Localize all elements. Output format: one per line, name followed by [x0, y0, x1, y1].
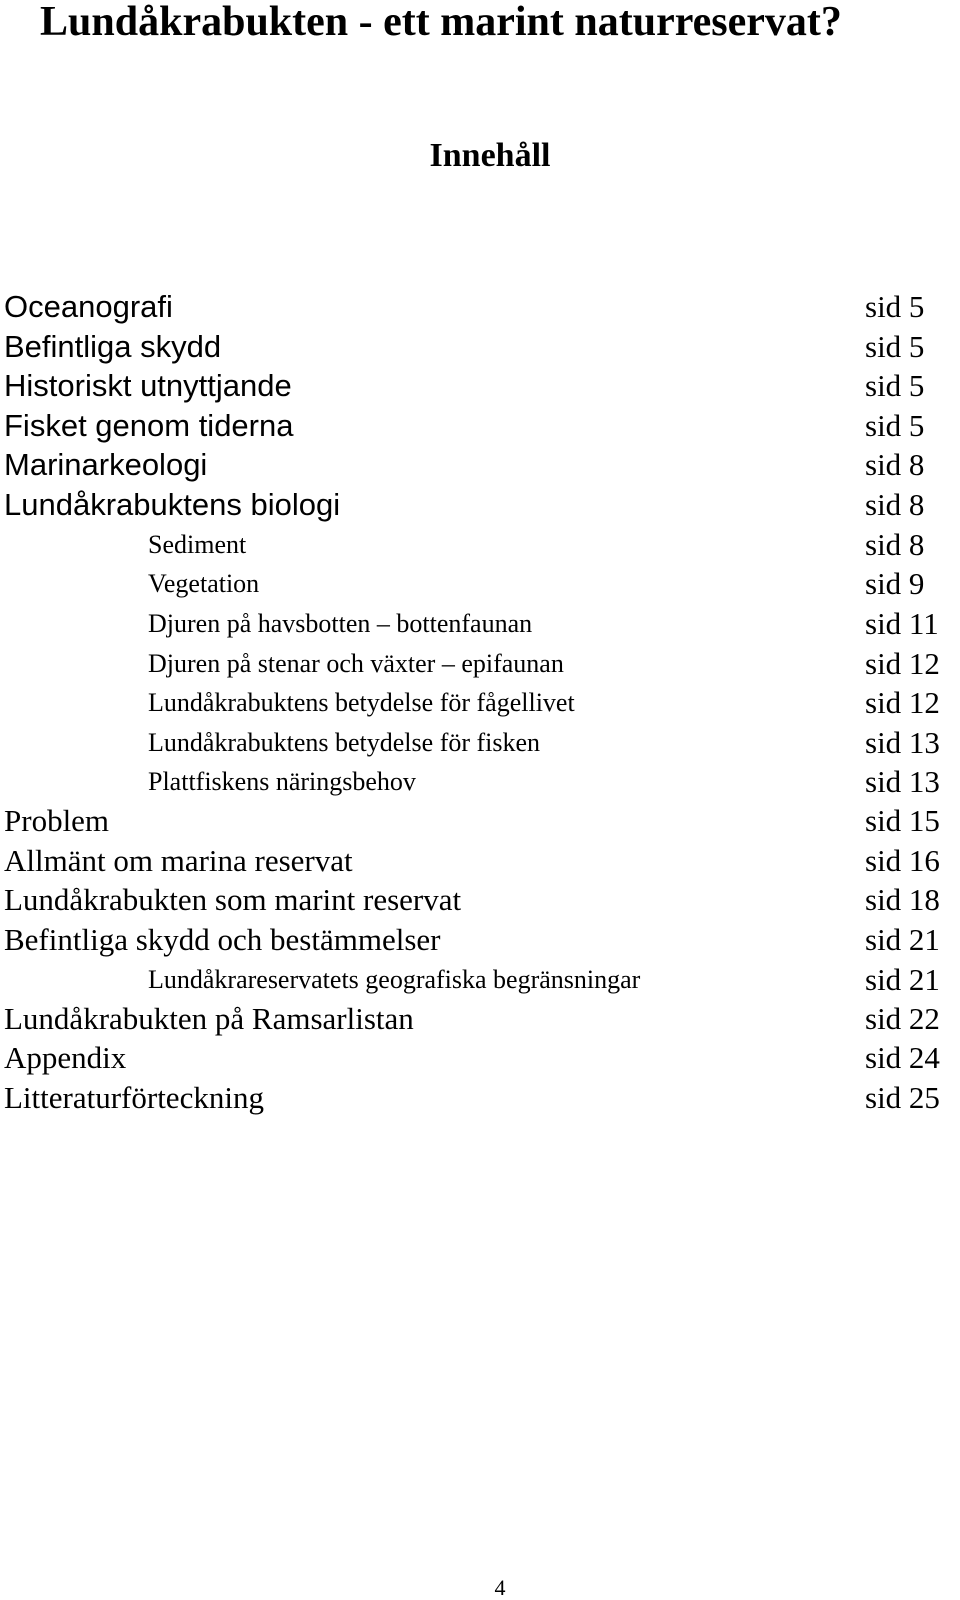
toc-entry-label: Lundåkrareservatets geografiska begränsningar: [148, 965, 641, 994]
toc-entry-label: Lundåkrabuktens betydelse för fisken: [148, 728, 541, 757]
toc-entry-allmant-om-marina-reservat: [0, 841, 960, 881]
toc-entry-page: sid 9: [865, 566, 925, 601]
toc-heading: Innehåll: [429, 137, 551, 174]
toc-entry-label: Marinarkeologi: [4, 447, 208, 482]
toc-entry-label: Lundåkrabuktens biologi: [4, 487, 341, 522]
document-title: Lundåkrabukten - ett marint naturreservat?: [40, 0, 842, 45]
toc-entry-label: Sediment: [148, 530, 247, 559]
toc-entry-page: sid 18: [865, 882, 940, 917]
toc-entry-page: sid 11: [865, 606, 939, 641]
toc-entry-bottenfaunan: [0, 604, 960, 644]
toc-entry-page: sid 24: [865, 1040, 940, 1075]
toc-entry-litteraturforteckning: [0, 1078, 960, 1118]
toc-entry-label: Lundåkrabuktens betydelse för fågellivet: [148, 688, 575, 717]
toc-entry-label: Djuren på stenar och växter – epifaunan: [148, 649, 564, 678]
toc-entry-ramsarlistan: [0, 999, 960, 1039]
toc-entry-page: sid 12: [865, 646, 940, 681]
toc-entry-geografiska-begransningar: [0, 960, 960, 1000]
toc-entry-marinarkeologi: [0, 445, 960, 485]
toc-entry-page: sid 5: [865, 408, 925, 443]
page-number: 4: [494, 1575, 506, 1600]
toc-entry-label: Oceanografi: [4, 289, 173, 324]
toc-entry-label: Befintliga skydd och bestämmelser: [4, 922, 441, 957]
toc-entry-fisket-genom-tiderna: [0, 406, 960, 446]
toc-entry-page: sid 16: [865, 843, 940, 878]
toc-entry-page: sid 12: [865, 685, 940, 720]
toc-entry-page: sid 8: [865, 527, 925, 562]
toc-entry-label: Befintliga skydd: [4, 329, 222, 364]
toc-entry-befintliga-skydd-och-bestammelser: [0, 920, 960, 960]
toc-entry-page: sid 5: [865, 368, 925, 403]
toc-entry-label: Fisket genom tiderna: [4, 408, 294, 443]
toc-entry-vegetation: [0, 564, 960, 604]
toc-entry-label: Vegetation: [148, 569, 260, 598]
toc-entry-lundakrabuktens-biologi: [0, 485, 960, 525]
toc-entry-page: sid 25: [865, 1080, 940, 1115]
toc-entry-page: sid 22: [865, 1001, 940, 1036]
toc-entry-fagellivet: [0, 683, 960, 723]
toc-entry-epifaunan: [0, 644, 960, 684]
toc-entry-oceanografi: [0, 287, 960, 327]
toc-entry-label: Djuren på havsbotten – bottenfaunan: [148, 609, 533, 638]
toc-entry-page: sid 8: [865, 447, 925, 482]
toc-entry-fisken: [0, 723, 960, 763]
toc-entry-sediment: [0, 525, 960, 565]
toc-entry-label: Appendix: [4, 1040, 127, 1075]
toc-entry-historiskt-utnyttjande: [0, 366, 960, 406]
toc-entry-page: sid 15: [865, 803, 940, 838]
toc-entry-page: sid 5: [865, 289, 925, 324]
toc-entry-label: Historiskt utnyttjande: [4, 368, 292, 403]
toc-entry-page: sid 13: [865, 764, 940, 799]
toc-entry-page: sid 8: [865, 487, 925, 522]
toc-entry-page: sid 21: [865, 922, 940, 957]
toc-entry-label: Lundåkrabukten som marint reservat: [4, 882, 462, 917]
toc-entry-label: Plattfiskens näringsbehov: [148, 767, 416, 796]
toc-entry-problem: [0, 801, 960, 841]
toc-entry-label: Allmänt om marina reservat: [4, 843, 353, 878]
toc-entry-appendix: [0, 1038, 960, 1078]
toc-entry-label: Problem: [4, 803, 110, 838]
toc-entry-label: Litteraturförteckning: [4, 1080, 264, 1115]
toc-entry-plattfiskens-naringsbehov: [0, 762, 960, 802]
toc-entry-page: sid 5: [865, 329, 925, 364]
toc-entry-lundakrabukten-som-marint-reservat: [0, 880, 960, 920]
toc-entry-page: sid 13: [865, 725, 940, 760]
toc-entry-label: Lundåkrabukten på Ramsarlistan: [4, 1001, 414, 1036]
toc-entry-befintliga-skydd: [0, 327, 960, 367]
toc-entry-page: sid 21: [865, 962, 940, 997]
